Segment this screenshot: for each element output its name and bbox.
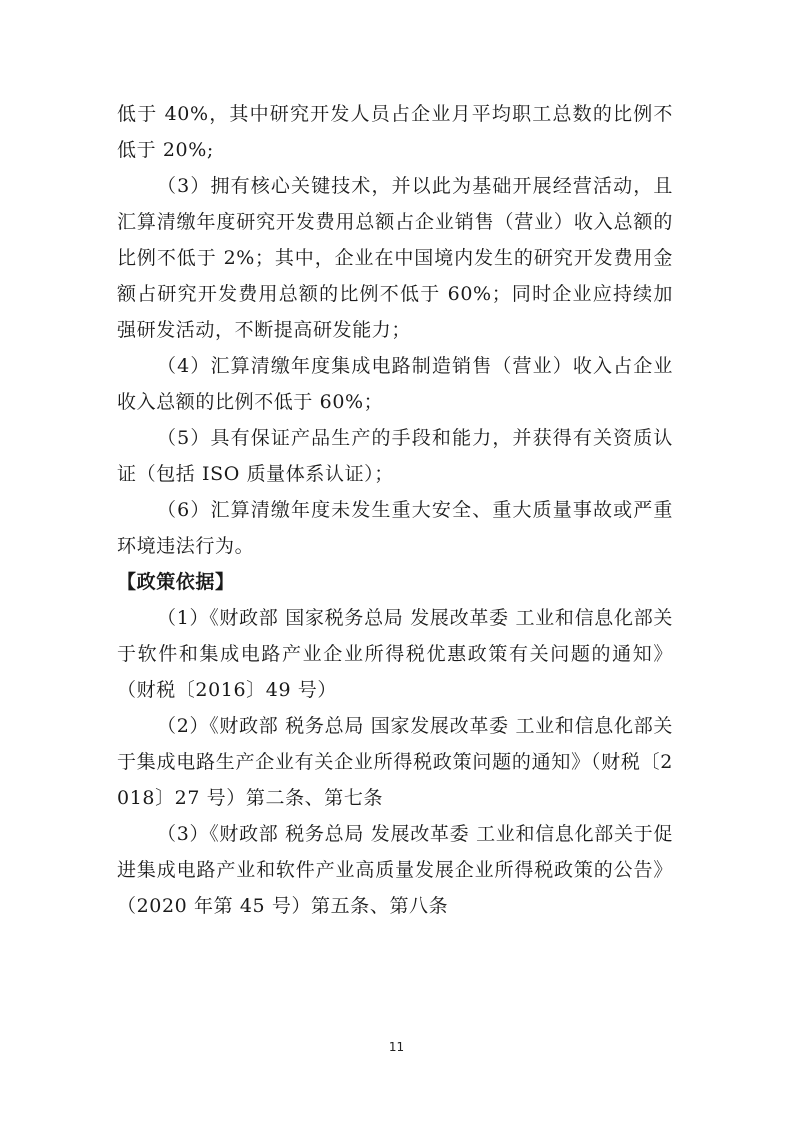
paragraph-item-6: （6）汇算清缴年度未发生重大安全、重大质量事故或严重环境违法行为。	[117, 499, 673, 557]
policy-item-3: （3）《财政部 税务总局 发展改革委 工业和信息化部关于促进集成电路产业和软件产业高质量发展企业所得税政策的公告》（2020 年第 45 号）第五条、第八条	[117, 823, 673, 917]
policy-item-2: （2）《财政部 税务总局 国家发展改革委 工业和信息化部关于集成电路生产企业有关企业所得税政策问题的通知》（财税〔2018〕27 号）第二条、第七条	[117, 715, 673, 809]
section-heading: 【政策依据】	[117, 571, 235, 593]
policy-item-1: （1）《财政部 国家税务总局 发展改革委 工业和信息化部关于软件和集成电路产业企业所得税优惠政策有关问题的通知》（财税〔2016〕49 号）	[117, 607, 673, 701]
paragraph-item-4: （4）汇算清缴年度集成电路制造销售（营业）收入占企业收入总额的比例不低于 60%；	[117, 355, 673, 413]
document-page	[117, 96, 673, 924]
paragraph-continuation: 低于 40%，其中研究开发人员占企业月平均职工总数的比例不低于 20%;	[117, 103, 673, 161]
paragraph-item-3: （3）拥有核心关键技术，并以此为基础开展经营活动，且汇算清缴年度研究开发费用总额占企业销售（营业）收入总额的比例不低于 2%；其中，企业在中国境内发生的研究开发费用金额占研究开发费用总额的比例不低于 60%；同时企业应持续加强研发活动，不断提高研发能力；	[117, 175, 673, 341]
paragraph-item-5: （5）具有保证产品生产的手段和能力，并获得有关资质认证（包括 ISO 质量体系认证）；	[117, 427, 673, 485]
page-number: 11	[388, 1040, 405, 1054]
